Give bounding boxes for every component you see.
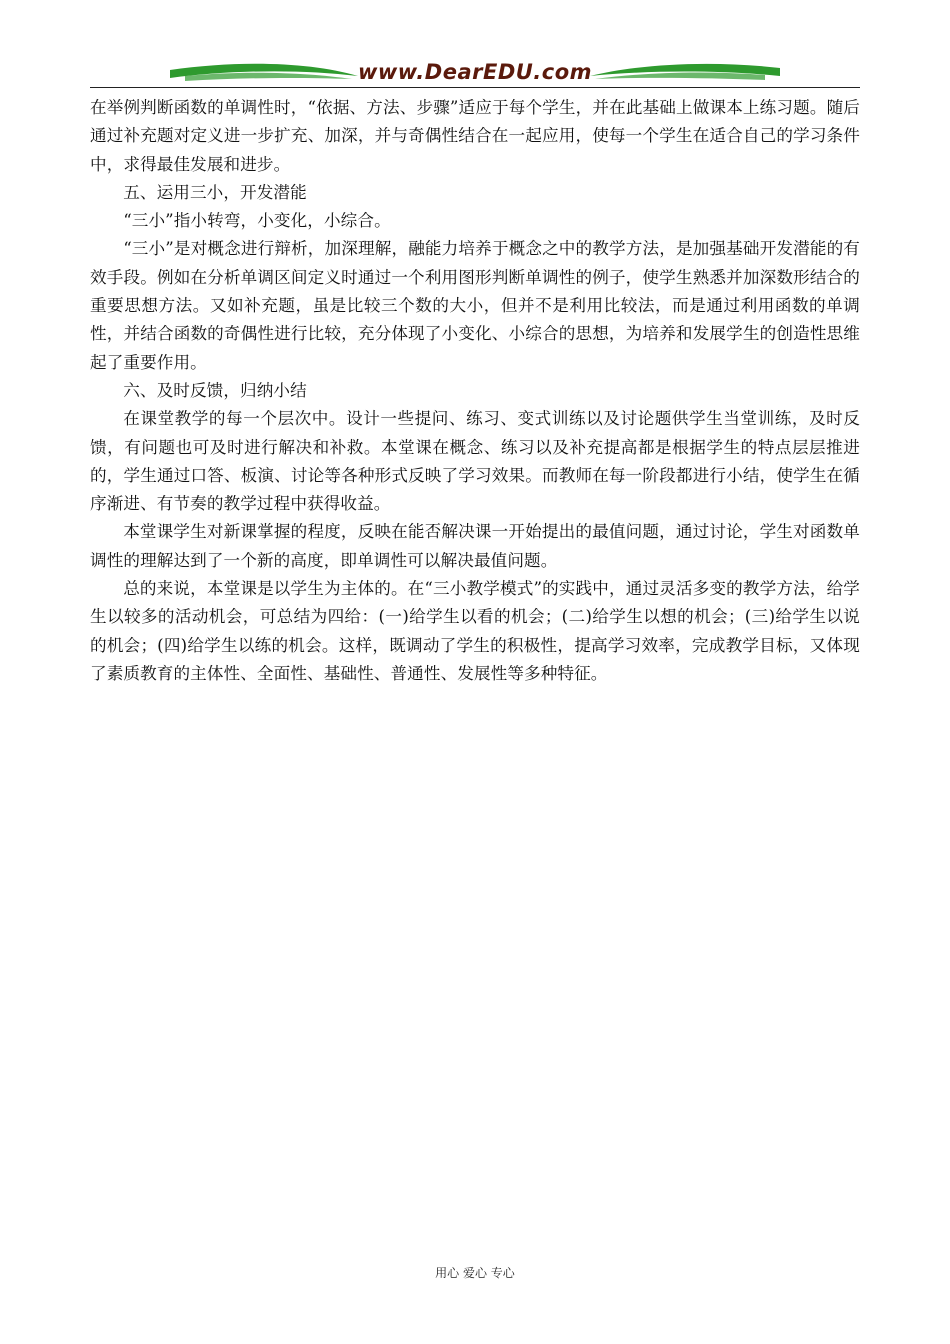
page-header xyxy=(90,56,860,90)
header-rule xyxy=(90,87,860,88)
page-footer: 用心 爱心 专心 xyxy=(435,1266,515,1280)
paragraph: 总的来说，本堂课是以学生为主体的。在“三小教学模式”的实践中，通过灵活多变的教学方法，给学生以较多的活动机会，可总结为四给：(一)给学生以看的机会；(二)给学生以想的机会；(三)给学生以说的机会；(四)给学生以练的机会。这样，既调动了学生的积极性，提高学习效率，完成教学目标，又体现了素质教育的主体性、全面性、基础性、普通性、发展性等多种特征。 xyxy=(90,579,860,683)
section-heading: 五、运用三小，开发潜能 xyxy=(123,182,307,202)
paragraph: 在课堂教学的每一个层次中。设计一些提问、练习、变式训练以及讨论题供学生当堂训练，及时反馈，有问题也可及时进行解决和补救。本堂课在概念、练习以及补充提高都是根据学生的特点层层推进的，学生通过口答、板演、讨论等各种形式反映了学习效果。而教师在每一阶段都进行小结，使学生在循序渐进、有节奏的教学过程中获得收益。 xyxy=(90,409,860,514)
section-heading: 六、及时反馈，归纳小结 xyxy=(123,380,307,400)
paragraph: “三小”指小转弯，小变化，小综合。 xyxy=(123,211,391,231)
paragraph: 本堂课学生对新课掌握的程度，反映在能否解决课一开始提出的最值问题，通过讨论，学生对函数单调性的理解达到了一个新的高度，即单调性可以解决最值问题。 xyxy=(90,522,860,570)
paragraph: “三小”是对概念进行辩析，加深理解，融能力培养于概念之中的教学方法，是加强基础开发潜能的有效手段。例如在分析单调区间定义时通过一个利用图形判断单调性的例子，使学生熟悉并加深数形结合的重要思想方法。又如补充题，虽是比较三个数的大小，但并不是利用比较法，而是通过利用函数的单调性，并结合函数的奇偶性进行比较，充分体现了小变化、小综合的思想，为培养和发展学生的创造性思维起了重要作用。 xyxy=(90,239,860,372)
paragraph: 在举例判断函数的单调性时，“依据、方法、步骤”适应于每个学生，并在此基础上做课本上练习题。随后通过补充题对定义进一步扩充、加深，并与奇偶性结合在一起应用，使每一个学生在适合自己的学习条件中，求得最佳发展和进步。 xyxy=(90,98,860,174)
document-body xyxy=(90,94,860,688)
site-logo-text: www.DearEDU.com xyxy=(357,60,593,84)
